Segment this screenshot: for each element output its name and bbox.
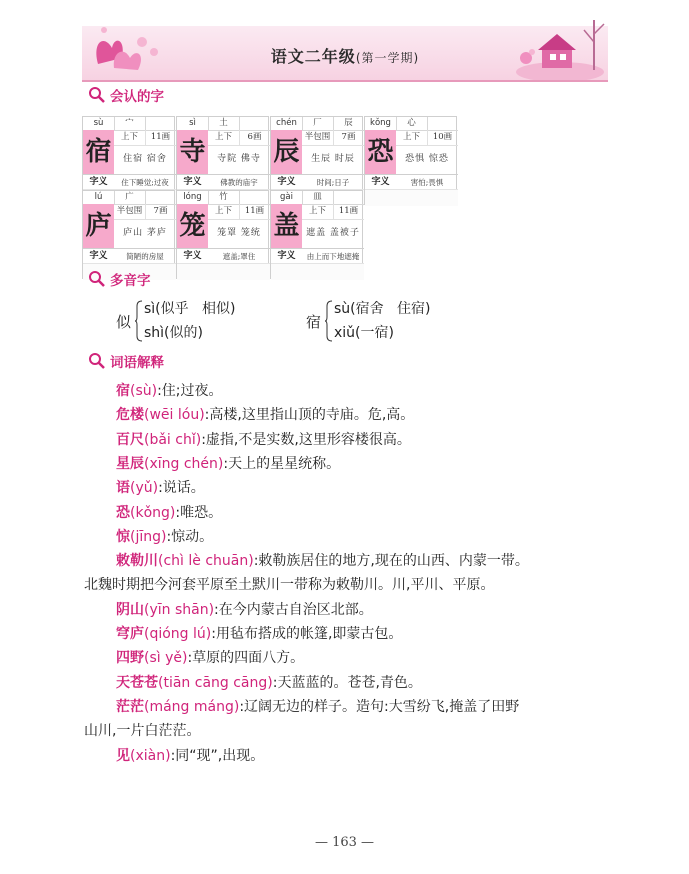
card-meaning-text: 简陋的房屋 — [114, 248, 176, 264]
card-structure: 半包围 — [302, 130, 334, 146]
vocab-item — [116, 623, 402, 643]
card-character: 盖 — [271, 204, 302, 248]
vocab-pinyin: (máng máng) — [144, 698, 240, 715]
card-meaning-label: 字义 — [271, 174, 302, 190]
page-header — [82, 12, 608, 80]
card-blank-strip — [177, 263, 270, 280]
vocab-item — [116, 550, 529, 570]
character-card — [82, 190, 175, 279]
card-words: 恐惧 惊恐 — [405, 154, 449, 164]
vocab-item — [116, 453, 340, 473]
page-number: — 163 — — [314, 835, 375, 850]
card-character: 寺 — [177, 130, 208, 174]
card-character: 笼 — [177, 204, 208, 248]
vocab-item — [116, 380, 223, 400]
brace-icon — [324, 300, 333, 342]
card-top-note — [145, 117, 176, 131]
vocab-definition: :在今内蒙古自治区北部。 — [214, 601, 373, 618]
vocab-continuation: 山川,一片白茫茫。 — [84, 723, 201, 740]
vocab-pinyin: (kǒng) — [130, 504, 176, 521]
card-character: 辰 — [271, 130, 302, 174]
card-structure: 上下 — [302, 204, 334, 220]
book-subtitle: (第一学期) — [355, 51, 420, 65]
card-stroke-count: 11画 — [239, 204, 270, 220]
vocab-term: 语 — [116, 480, 130, 497]
section-title: 多音字 — [110, 273, 151, 289]
card-pinyin: chén — [271, 117, 303, 131]
vocab-definition: :唯恐。 — [175, 504, 223, 521]
card-meaning-label: 字义 — [83, 174, 114, 190]
card-top-note — [427, 117, 458, 131]
card-character: 庐 — [83, 204, 114, 248]
vocab-definition: :天上的星星统称。 — [223, 455, 341, 472]
card-top-note — [239, 117, 270, 131]
polyphonic-reading: xiǔ(一宿) — [334, 325, 394, 341]
card-meaning-text: 时间;日子 — [302, 174, 364, 190]
card-blank-strip — [271, 263, 364, 280]
card-character: 宿 — [83, 130, 114, 174]
vocab-term: 恐 — [116, 504, 130, 521]
card-top-note — [239, 191, 270, 205]
card-pinyin: lóng — [177, 191, 209, 205]
polyphonic-entry — [306, 298, 486, 344]
card-pinyin: sù — [83, 117, 115, 131]
polyphonic-char: 似 — [116, 313, 132, 331]
card-pinyin: lú — [83, 191, 115, 205]
vocab-term: 百尺 — [116, 431, 144, 448]
polyphonic-reading: sù(宿舍 住宿) — [334, 301, 431, 317]
card-structure: 上下 — [114, 130, 146, 146]
vocab-definition: :辽阔无边的样子。造句:大雪纷飞,掩盖了田野 — [239, 698, 520, 715]
card-pinyin: gài — [271, 191, 303, 205]
magnifier-icon — [88, 270, 106, 288]
vocab-definition: :说话。 — [158, 480, 205, 497]
vocab-definition: :敕勒族居住的地方,现在的山西、内蒙一带。 — [253, 553, 529, 570]
vocab-pinyin: (chì lè chuān) — [158, 553, 254, 570]
polyphonic-char: 宿 — [306, 313, 322, 331]
card-radical: 土 — [208, 117, 240, 131]
section-title: 词语解释 — [110, 355, 164, 371]
card-words: 寺院 佛寺 — [217, 154, 261, 164]
vocab-term: 阴山 — [116, 601, 144, 618]
card-words: 遮盖 盖被子 — [306, 228, 360, 238]
vocab-item — [116, 429, 411, 449]
vocab-item — [116, 526, 213, 546]
vocab-term: 天苍苍 — [116, 674, 158, 691]
polyphonic-entry — [116, 298, 296, 344]
card-words: 庐山 茅庐 — [123, 228, 167, 238]
vocab-pinyin: (qióng lú) — [144, 626, 212, 642]
card-radical: 心 — [396, 117, 428, 131]
section-heading-polyphonic — [88, 268, 151, 290]
vocab-definition: :高楼,这里指山顶的寺庙。危,高。 — [204, 407, 415, 424]
vocab-term: 危楼 — [116, 407, 144, 424]
card-structure: 半包围 — [114, 204, 146, 220]
magnifier-icon — [88, 352, 106, 370]
card-meaning-text: 遮盖;罩住 — [208, 248, 270, 264]
vocab-term: 星辰 — [116, 455, 144, 472]
polyphonic-reading: sì(似乎 相似) — [144, 301, 236, 317]
card-structure: 上下 — [208, 130, 240, 146]
vocab-definition: :同“现”,出现。 — [170, 747, 265, 764]
vocab-term: 见 — [116, 747, 130, 764]
character-card — [364, 116, 457, 205]
card-meaning-label: 字义 — [83, 248, 114, 264]
card-stroke-count: 11画 — [333, 204, 364, 220]
card-radical: 厂 — [302, 117, 334, 131]
vocab-pinyin: (tiān cāng cāng) — [158, 674, 273, 691]
vocab-item — [116, 477, 205, 497]
card-words: 生辰 时辰 — [311, 154, 355, 164]
vocab-definition: :用毡布搭成的帐篷,即蒙古包。 — [211, 626, 403, 642]
vocab-item — [116, 599, 373, 619]
card-words: 住宿 宿舍 — [123, 154, 167, 164]
house-tree-decoration-icon — [512, 12, 608, 80]
section-heading-recognize — [88, 84, 164, 106]
card-stroke-count: 7画 — [333, 130, 364, 146]
vocab-pinyin: (sù) — [130, 383, 158, 399]
section-heading-vocab — [88, 350, 164, 372]
vocab-term: 惊 — [116, 528, 130, 545]
card-radical: 皿 — [302, 191, 334, 205]
card-top-note: 辰 — [333, 117, 364, 131]
book-title: 语文二年级 — [270, 47, 356, 66]
card-character: 恐 — [365, 130, 396, 174]
vocab-item — [116, 502, 222, 522]
card-meaning-label: 字义 — [271, 248, 302, 264]
vocab-term: 宿 — [116, 383, 130, 399]
card-radical: 竹 — [208, 191, 240, 205]
vocab-pinyin: (xīng chén) — [144, 455, 224, 472]
card-radical: 广 — [114, 191, 146, 205]
card-stroke-count: 11画 — [145, 130, 176, 146]
brace-icon — [134, 300, 143, 342]
vocab-definition: :天蓝蓝的。苍苍,青色。 — [272, 674, 422, 691]
vocab-pinyin: (yīn shān) — [144, 601, 215, 618]
card-meaning-text: 住下睡觉;过夜 — [114, 174, 176, 190]
vocab-definition: :惊动。 — [166, 528, 214, 545]
card-radical: 宀 — [114, 117, 146, 131]
card-pinyin: sì — [177, 117, 209, 131]
vocab-item — [116, 672, 422, 692]
card-blank-strip — [365, 189, 458, 206]
vocab-item — [116, 696, 519, 716]
vocab-pinyin: (xiàn) — [130, 747, 171, 764]
vocab-term: 敕勒川 — [116, 553, 158, 570]
card-structure: 上下 — [208, 204, 240, 220]
card-top-note — [333, 191, 364, 205]
vocab-pinyin: (yǔ) — [130, 480, 159, 497]
vocab-term: 茫茫 — [116, 698, 144, 715]
card-stroke-count: 10画 — [427, 130, 458, 146]
vocab-item — [116, 745, 264, 765]
vocab-pinyin: (bǎi chǐ) — [144, 431, 202, 448]
card-meaning-text: 害怕;畏惧 — [396, 174, 458, 190]
polyphonic-reading: shì(似的) — [144, 325, 203, 341]
vocab-term: 四野 — [116, 650, 144, 667]
card-stroke-count: 6画 — [239, 130, 270, 146]
character-card — [176, 190, 269, 279]
vocab-continuation: 北魏时期把今河套平原至土默川一带称为敕勒川。川,平川、平原。 — [84, 577, 495, 594]
character-card — [270, 190, 363, 279]
card-structure: 上下 — [396, 130, 428, 146]
card-pinyin: kǒng — [365, 117, 397, 131]
card-meaning-label: 字义 — [365, 174, 396, 190]
card-meaning-label: 字义 — [177, 174, 208, 190]
vocab-pinyin: (sì yě) — [144, 650, 188, 667]
vocab-definition: :草原的四面八方。 — [187, 650, 305, 667]
card-meaning-text: 由上而下地遮掩 — [302, 248, 364, 264]
card-top-note — [145, 191, 176, 205]
vocab-item — [116, 404, 414, 424]
section-title: 会认的字 — [110, 89, 164, 105]
vocab-item — [116, 647, 304, 667]
vocab-term: 穹庐 — [116, 626, 144, 642]
card-meaning-text: 佛教的庙宇 — [208, 174, 270, 190]
magnifier-icon — [88, 86, 106, 104]
card-words: 笼罩 笼统 — [217, 228, 261, 238]
vocab-definition: :住;过夜。 — [157, 383, 223, 399]
vocab-pinyin: (jīng) — [130, 528, 167, 545]
vocab-pinyin: (wēi lóu) — [144, 407, 205, 424]
card-stroke-count: 7画 — [145, 204, 176, 220]
card-meaning-label: 字义 — [177, 248, 208, 264]
vocab-definition: :虚指,不是实数,这里形容楼很高。 — [201, 431, 411, 448]
